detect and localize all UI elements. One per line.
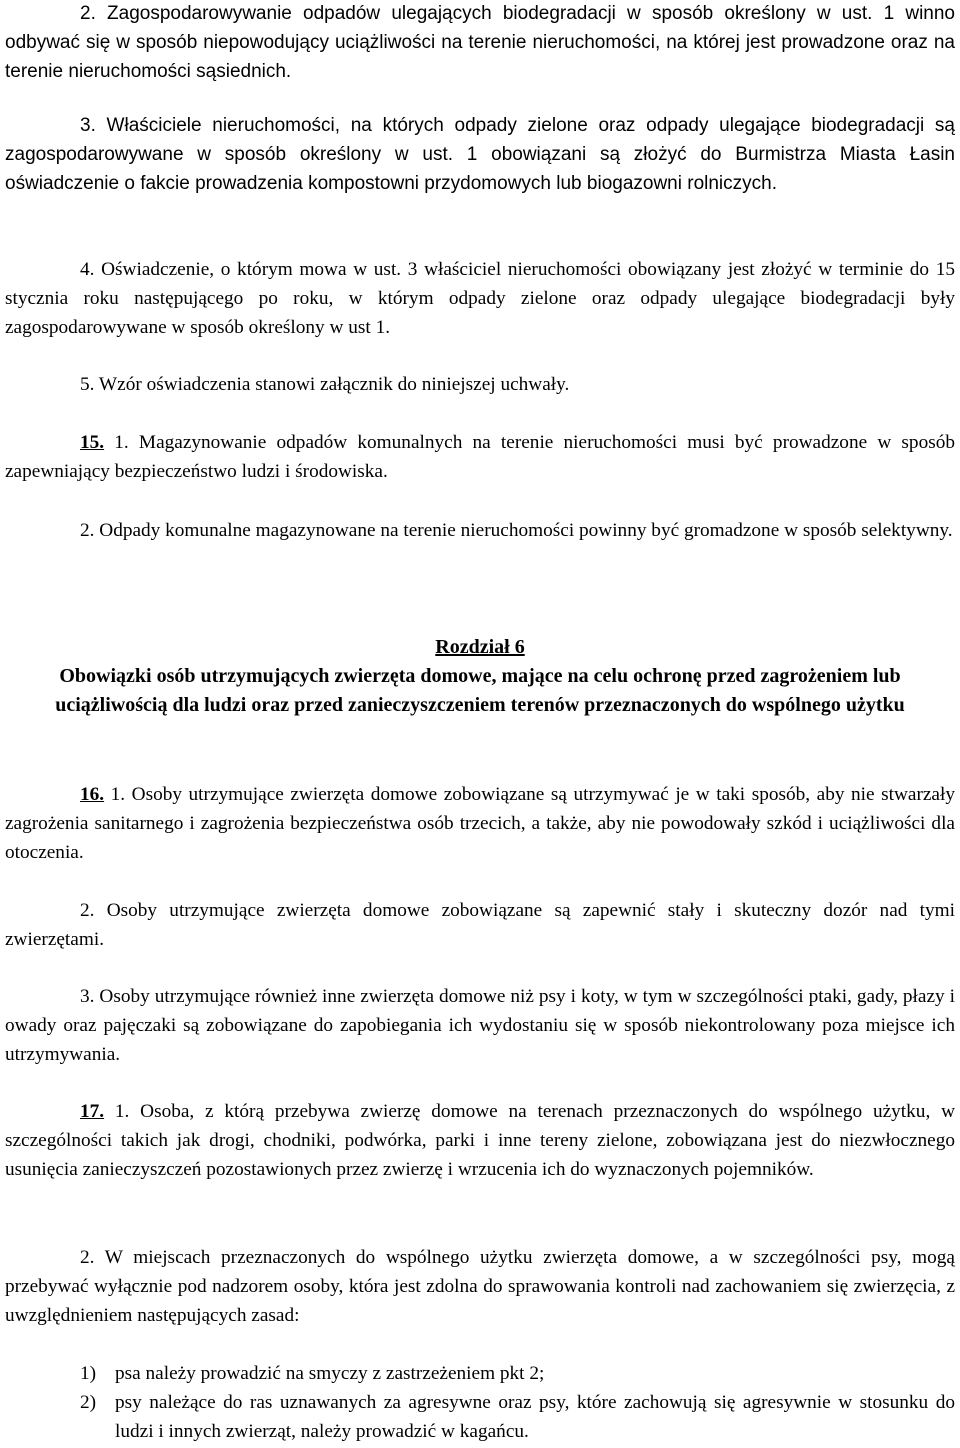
section-15-paragraph-2: 2. Odpady komunalne magazynowane na terenie nieruchomości powinny być gromadzone w sposób selektywny.	[80, 520, 953, 541]
section-15-mark: 15.	[80, 432, 105, 453]
section-16-text: 1. Osoby utrzymujące zwierzęta domowe zobowiązane są utrzymywać je w taki sposób, aby nie stwarzały zagrożenia sanitarnego i zagrożenia bezpieczeństwa osób trzecich, a także, aby nie powodowały szkód i uciążliwości dla otoczenia.	[5, 784, 955, 863]
list-item-text: psy należące do ras uznawanych za agresywne oraz psy, które zachowują się agresywnie w stosunku do ludzi i innych zwierząt, należy prowadzić w kagańcu.	[115, 1392, 955, 1442]
chapter-title: Obowiązki osób utrzymujących zwierzęta domowe, mające na celu ochronę przed zagrożeniem lub uciążliwością dla ludzi oraz przed zanieczyszczeniem terenów przeznaczonych do wspólnego użytku	[55, 665, 905, 716]
list-item	[5, 1359, 955, 1388]
paragraph-3: 3. Właściciele nieruchomości, na których odpady zielone oraz odpady ulegające biodegradacji są zagospodarowywane w sposób określony w ust. 1 obowiązani są złożyć do Burmistrza Miasta Łasin oświadczenie o fakcie prowadzenia kompostowni przydomowych lub biogazowni rolniczych.	[5, 115, 955, 194]
section-16-mark: 16.	[80, 784, 105, 805]
section-15-text: 1. Magazynowanie odpadów komunalnych na terenie nieruchomości musi być prowadzone w sposób zapewniający bezpieczeństwo ludzi i środowiska.	[5, 432, 955, 482]
chapter-heading	[5, 633, 955, 720]
list-item-number: 2)	[80, 1392, 97, 1413]
section-17-mark: 17.	[80, 1101, 105, 1122]
section-16-paragraph-1	[5, 780, 955, 867]
section-15-paragraph-1	[5, 428, 955, 486]
section-17-text: 1. Osoba, z którą przebywa zwierzę domowe na terenach przeznaczonych do wspólnego użytku, w szczególności takich jak drogi, chodniki, podwórka, parki i inne tereny zielone, zobowiązana jest do niezwłocznego usunięcia zanieczyszczeń pozostawionych przez zwierzę i wrzucenia ich do wyznaczonych pojemników.	[5, 1101, 955, 1180]
section-17-paragraph-1	[5, 1097, 955, 1184]
list-item-text: psa należy prowadzić na smyczy z zastrzeżeniem pkt 2;	[115, 1363, 545, 1384]
paragraph-5: 5. Wzór oświadczenia stanowi załącznik do niniejszej uchwały.	[80, 374, 570, 395]
section-16-paragraph-2: 2. Osoby utrzymujące zwierzęta domowe zobowiązane są zapewnić stały i skuteczny dozór nad tymi zwierzętami.	[5, 900, 955, 950]
section-16-paragraph-3: 3. Osoby utrzymujące również inne zwierzęta domowe niż psy i koty, w tym w szczególności ptaki, gady, płazy i owady oraz pajęczaki są zobowiązane do zapobiegania ich wydostaniu się w sposób niekontrolowany poza miejsce ich utrzymywania.	[5, 986, 955, 1065]
list-item	[5, 1388, 955, 1446]
list-item-number: 1)	[80, 1363, 97, 1384]
paragraph-4: 4. Oświadczenie, o którym mowa w ust. 3 właściciel nieruchomości obowiązany jest złożyć w terminie do 15 stycznia roku następującego po roku, w którym odpady zielone oraz odpady ulegające biodegradacji były zagospodarowywane w sposób określony w ust 1.	[5, 259, 955, 338]
section-17-paragraph-2: 2. W miejscach przeznaczonych do wspólnego użytku zwierzęta domowe, a w szczególności psy, mogą przebywać wyłącznie pod nadzorem osoby, która jest zdolna do sprawowania kontroli nad zachowaniem się zwierzęcia, z uwzględnieniem następujących zasad:	[5, 1247, 955, 1326]
rules-list	[5, 1359, 955, 1446]
chapter-label: Rozdział 6	[435, 636, 525, 658]
paragraph-2: 2. Zagospodarowywanie odpadów ulegających biodegradacji w sposób określony w ust. 1 winno odbywać się w sposób niepowodujący uciążliwości na terenie nieruchomości, na której jest prowadzone oraz na terenie nieruchomości sąsiednich.	[5, 3, 955, 82]
